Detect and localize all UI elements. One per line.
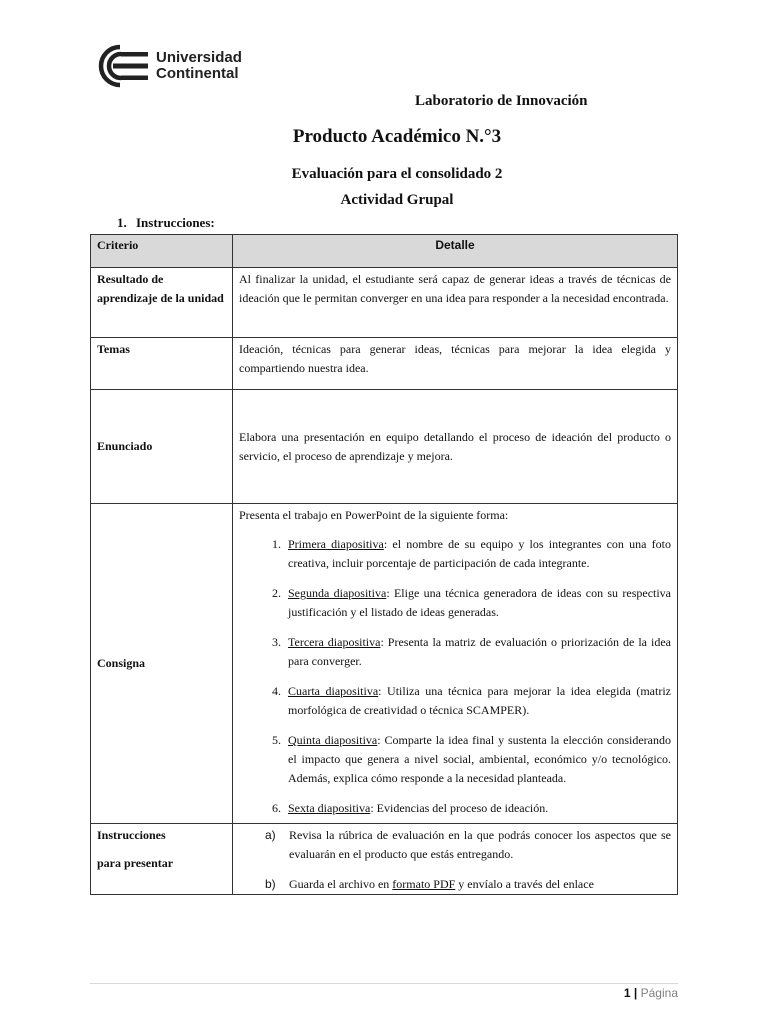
product-title: Producto Académico N.°3 — [292, 126, 502, 147]
slides-list — [239, 535, 671, 818]
resultado-label: Resultado de aprendizaje de la unidad — [91, 268, 233, 338]
slide-item-3-text: : Presenta la matriz de evaluación o priorización de la idea para converger. — [288, 635, 671, 668]
instrucciones-label — [91, 824, 233, 895]
table-row-temas — [91, 338, 678, 390]
instrucciones-label-line1: Instrucciones — [97, 828, 166, 842]
instrucciones-item-a — [265, 826, 671, 864]
consigna-intro: Presenta el trabajo en PowerPoint de la siguiente forma: — [239, 508, 509, 522]
instructions-heading-text: Instrucciones: — [136, 215, 215, 230]
university-logo — [90, 44, 242, 88]
enunciado-text: Elabora una presentación en equipo detallando el proceso de ideación del producto o servicio, el proceso de aprendizaje y mejora. — [233, 390, 678, 504]
table-row-consigna — [91, 504, 678, 824]
consigna-cell — [233, 504, 678, 824]
slide-item-2-title: Segunda diapositiva — [288, 586, 387, 600]
instrucciones-list — [239, 826, 671, 894]
slide-item-4-text: : Utiliza una técnica para mejorar la idea elegida (matriz morfológica de creatividad o técnica SCAMPER). — [288, 684, 671, 717]
instructions-heading — [117, 215, 215, 231]
slide-item-4 — [284, 682, 671, 720]
university-name — [156, 50, 242, 82]
page-separator: | — [633, 986, 638, 1000]
item-b-marker: b) — [265, 877, 276, 891]
page-footer — [624, 986, 678, 1000]
item-b-pre: Guarda el archivo en — [289, 877, 393, 891]
header-detalle: Detalle — [233, 235, 678, 268]
table-row-resultado — [91, 268, 678, 338]
slide-item-1 — [284, 535, 671, 573]
lab-title: Laboratorio de Innovación — [415, 93, 588, 109]
item-a-marker: a) — [265, 828, 276, 842]
slide-item-5 — [284, 731, 671, 788]
slide-item-4-title: Cuarta diapositiva — [288, 684, 379, 698]
slide-item-6-title: Sexta diapositiva — [288, 801, 371, 815]
activity-title: Actividad Grupal — [340, 192, 454, 208]
instructions-table — [90, 234, 678, 895]
item-b-post: y envíalo a través del enlace — [455, 877, 594, 891]
university-logo-icon — [90, 44, 148, 88]
university-name-line2: Continental — [156, 65, 239, 82]
instrucciones-label-line2: para presentar — [97, 856, 174, 870]
table-row-instrucciones — [91, 824, 678, 895]
evaluation-title: Evaluación para el consolidado 2 — [291, 166, 503, 182]
instructions-heading-number: 1. — [117, 215, 127, 230]
slide-item-2-text: : Elige una técnica generadora de ideas con su respectiva justificación y el listado de ideas generadas. — [288, 586, 672, 619]
slide-item-3-title: Tercera diapositiva — [288, 635, 381, 649]
slide-item-6-text: : Evidencias del proceso de ideación. — [370, 801, 549, 815]
resultado-text: Al finalizar la unidad, el estudiante será capaz de generar ideas a través de técnicas de ideación que le permitan converger en una idea para responder a la necesidad encontrada. — [233, 268, 678, 338]
instrucciones-cell — [233, 824, 678, 895]
slide-item-5-title: Quinta diapositiva — [288, 733, 378, 747]
slide-item-1-title: Primera diapositiva — [288, 537, 384, 551]
item-a-text: Revisa la rúbrica de evaluación en la que podrás conocer los aspectos que se evaluarán en el producto que estás entregando. — [289, 828, 671, 861]
consigna-label: Consigna — [91, 504, 233, 824]
enunciado-label: Enunciado — [91, 390, 233, 504]
table-row-enunciado — [91, 390, 678, 504]
header-criterio: Criterio — [91, 235, 233, 268]
temas-label: Temas — [91, 338, 233, 390]
university-name-line1: Universidad — [156, 49, 242, 66]
table-header-row — [91, 235, 678, 268]
temas-text: Ideación, técnicas para generar ideas, técnicas para mejorar la idea elegida y compartiendo nuestra idea. — [233, 338, 678, 390]
slide-item-2 — [284, 584, 671, 622]
slide-item-5-text: : Comparte la idea final y sustenta la elección considerando el impacto que genera a nivel social, ambiental, económico y/o tecnológico. Además, explica cómo responde a la necesidad planteada. — [288, 733, 671, 785]
instrucciones-item-b — [265, 875, 671, 894]
slide-item-6 — [284, 799, 671, 818]
page-word: Página — [640, 986, 678, 1000]
page-number: 1 — [623, 986, 631, 1000]
pdf-format-link[interactable]: formato PDF — [392, 877, 456, 891]
footer-divider — [90, 983, 678, 984]
slide-item-3 — [284, 633, 671, 671]
slide-item-1-text: : el nombre de su equipo y los integrantes con una foto creativa, incluir porcentaje de participación de cada integrante. — [288, 537, 671, 570]
